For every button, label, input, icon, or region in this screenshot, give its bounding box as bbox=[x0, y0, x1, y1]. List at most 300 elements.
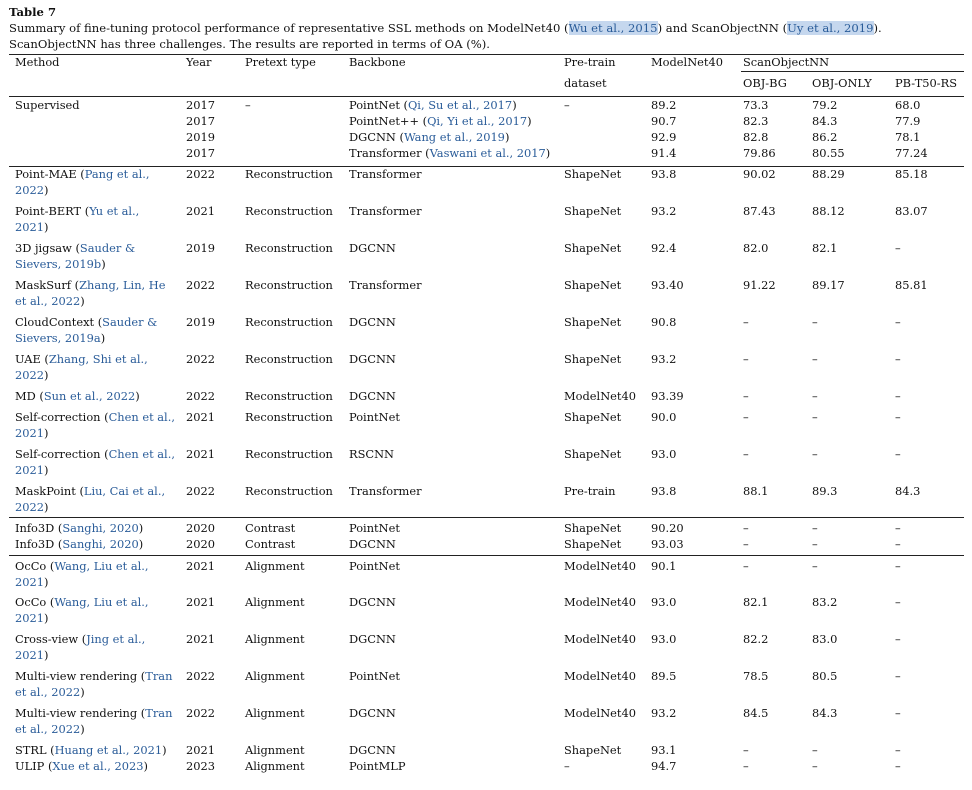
cell-backbone bbox=[349, 537, 396, 553]
cell-modelnet: 92.4 bbox=[651, 241, 677, 255]
cell-objbg: 84.5 bbox=[743, 706, 769, 720]
text-fragment: ) bbox=[80, 293, 85, 308]
text-fragment: Transformer bbox=[349, 278, 422, 292]
cell-objonly: – bbox=[812, 743, 818, 757]
cell-pretext: Reconstruction bbox=[245, 241, 333, 255]
text-fragment: ) bbox=[101, 256, 106, 271]
text-fragment: ) bbox=[138, 521, 144, 535]
cell-year: 2019 bbox=[186, 315, 215, 329]
citation-link[interactable]: Tran et al., 2022 bbox=[15, 706, 173, 736]
cell-pb: – bbox=[895, 521, 901, 535]
cell-method bbox=[15, 537, 175, 553]
cell-year: 2020 bbox=[186, 521, 215, 535]
cell-pretext: Alignment bbox=[245, 759, 305, 773]
cell-objonly: 84.3 bbox=[812, 706, 838, 720]
cell-pb: – bbox=[895, 447, 901, 461]
citation-link[interactable]: Huang et al., 2021 bbox=[54, 743, 163, 757]
cell-year: 2021 bbox=[186, 447, 215, 461]
cell-year: 2019 bbox=[186, 130, 215, 144]
cell-dataset: ModelNet40 bbox=[564, 389, 636, 403]
citation-link[interactable]: Uy et al., 2019 bbox=[787, 21, 874, 35]
cell-backbone bbox=[349, 278, 422, 294]
citation-link[interactable]: Jing et al., 2021 bbox=[15, 632, 146, 662]
col-header-scanobjectnn: ScanObjectNN bbox=[743, 55, 830, 69]
cell-pretext: Alignment bbox=[245, 595, 305, 609]
text-fragment: PointNet bbox=[349, 559, 400, 573]
text-fragment: ) bbox=[138, 537, 144, 551]
cell-backbone bbox=[349, 130, 509, 146]
text-fragment: Summary of fine-tuning protocol performance of representative SSL methods on ModelNet40 ( bbox=[9, 21, 569, 35]
cell-modelnet: 91.4 bbox=[651, 146, 677, 160]
cell-modelnet: 94.7 bbox=[651, 759, 677, 773]
cell-dataset: ShapeNet bbox=[564, 447, 622, 461]
cell-pb: – bbox=[895, 743, 901, 757]
col-header-method: Method bbox=[15, 55, 60, 69]
text-fragment: Transformer bbox=[349, 167, 422, 181]
cell-modelnet: 93.0 bbox=[651, 447, 677, 461]
cell-modelnet: 93.40 bbox=[651, 278, 684, 292]
cell-modelnet: 93.03 bbox=[651, 537, 684, 551]
cell-method bbox=[15, 98, 175, 114]
cell-backbone bbox=[349, 559, 400, 575]
cell-backbone bbox=[349, 595, 396, 611]
col-header-obj-bg: OBJ-BG bbox=[743, 76, 787, 90]
cell-pretext: Reconstruction bbox=[245, 315, 333, 329]
text-fragment: UAE ( bbox=[15, 352, 49, 366]
cell-method bbox=[15, 352, 175, 383]
cell-objbg: 91.22 bbox=[743, 278, 776, 292]
citation-link[interactable]: Vaswani et al., 2017 bbox=[429, 146, 546, 160]
text-fragment: ) bbox=[44, 425, 49, 440]
cell-method bbox=[15, 759, 175, 775]
cell-method bbox=[15, 595, 175, 626]
text-fragment: DGCNN bbox=[349, 595, 396, 609]
text-fragment: OcCo ( bbox=[15, 559, 55, 573]
cell-objonly: 80.55 bbox=[812, 146, 845, 160]
cell-objbg: 73.3 bbox=[743, 98, 769, 112]
text-fragment: ) bbox=[100, 330, 106, 345]
text-fragment: DGCNN bbox=[349, 743, 396, 757]
table-caption bbox=[9, 4, 964, 52]
cell-pretext: Alignment bbox=[245, 632, 305, 646]
text-fragment: DGCNN bbox=[349, 389, 396, 403]
cell-objbg: – bbox=[743, 352, 749, 366]
text-fragment: DGCNN bbox=[349, 537, 396, 551]
text-fragment: ) bbox=[545, 146, 551, 160]
cell-backbone bbox=[349, 98, 517, 114]
cell-backbone bbox=[349, 204, 422, 220]
text-fragment: Info3D ( bbox=[15, 521, 63, 535]
citation-link[interactable]: Zhang, Shi et al., 2022 bbox=[15, 352, 148, 382]
text-fragment: ) bbox=[44, 499, 49, 514]
cell-backbone bbox=[349, 484, 422, 500]
citation-link[interactable]: Wang et al., 2019 bbox=[403, 130, 505, 144]
cell-modelnet: 93.2 bbox=[651, 204, 677, 218]
cell-modelnet: 93.1 bbox=[651, 743, 677, 757]
cell-method bbox=[15, 632, 175, 663]
cell-objonly: – bbox=[812, 759, 818, 773]
cell-pretext: – bbox=[245, 98, 251, 112]
cell-year: 2022 bbox=[186, 669, 215, 683]
cell-pb: – bbox=[895, 410, 901, 424]
cell-dataset: ShapeNet bbox=[564, 167, 622, 181]
cell-dataset: ShapeNet bbox=[564, 204, 622, 218]
citation-link[interactable]: Chen et al., 2021 bbox=[15, 410, 175, 440]
cell-objbg: – bbox=[743, 521, 749, 535]
cell-year: 2023 bbox=[186, 759, 215, 773]
cell-pb: – bbox=[895, 315, 901, 329]
cell-dataset: ShapeNet bbox=[564, 315, 622, 329]
cell-method bbox=[15, 521, 175, 537]
cell-objbg: 79.86 bbox=[743, 146, 776, 160]
cell-method bbox=[15, 484, 175, 515]
citation-link[interactable]: Yu et al., 2021 bbox=[15, 204, 140, 234]
cell-year: 2021 bbox=[186, 743, 215, 757]
cell-pb: – bbox=[895, 669, 901, 683]
cell-pretext: Reconstruction bbox=[245, 389, 333, 403]
cell-backbone bbox=[349, 315, 396, 331]
text-fragment: Transformer ( bbox=[349, 146, 430, 160]
text-fragment: ) bbox=[504, 130, 510, 144]
citation-link[interactable]: Liu, Cai et al., 2022 bbox=[15, 484, 166, 514]
text-fragment: Self-correction ( bbox=[15, 410, 109, 424]
text-fragment: PointNet bbox=[349, 521, 400, 535]
cell-objonly: – bbox=[812, 559, 818, 573]
text-fragment: ) and ScanObjectNN ( bbox=[657, 21, 788, 35]
cell-objonly: – bbox=[812, 447, 818, 461]
cell-dataset: ModelNet40 bbox=[564, 706, 636, 720]
cell-objonly: – bbox=[812, 389, 818, 403]
citation-link[interactable]: Qi, Yi et al., 2017 bbox=[427, 114, 528, 128]
cell-dataset: ModelNet40 bbox=[564, 632, 636, 646]
text-fragment: DGCNN bbox=[349, 241, 396, 255]
cell-objbg: 82.3 bbox=[743, 114, 769, 128]
text-fragment: ) bbox=[44, 367, 49, 382]
cell-pretext: Reconstruction bbox=[245, 167, 333, 181]
citation-link[interactable]: Wu et al., 2015 bbox=[568, 21, 658, 35]
cell-objonly: 82.1 bbox=[812, 241, 838, 255]
cell-objonly: 88.12 bbox=[812, 204, 845, 218]
cell-pb: – bbox=[895, 706, 901, 720]
cell-year: 2017 bbox=[186, 98, 215, 112]
text-fragment: DGCNN bbox=[349, 632, 396, 646]
scanobjectnn-rule bbox=[741, 71, 964, 72]
cell-objbg: 90.02 bbox=[743, 167, 776, 181]
cell-pb: 68.0 bbox=[895, 98, 921, 112]
citation-link[interactable]: Pang et al., 2022 bbox=[15, 167, 150, 197]
cell-dataset: ShapeNet bbox=[564, 521, 622, 535]
text-fragment: Point-MAE ( bbox=[15, 167, 85, 181]
cell-modelnet: 89.5 bbox=[651, 669, 677, 683]
cell-modelnet: 93.39 bbox=[651, 389, 684, 403]
text-fragment: Transformer bbox=[349, 204, 422, 218]
text-fragment: ) bbox=[44, 610, 49, 625]
cell-objbg: – bbox=[743, 559, 749, 573]
cell-method bbox=[15, 167, 175, 198]
cell-backbone bbox=[349, 669, 400, 685]
cell-modelnet: 93.0 bbox=[651, 595, 677, 609]
col-header-obj-only: OBJ-ONLY bbox=[812, 76, 872, 90]
cell-modelnet: 90.0 bbox=[651, 410, 677, 424]
text-fragment: ) bbox=[512, 98, 517, 112]
cell-year: 2021 bbox=[186, 559, 215, 573]
cell-backbone bbox=[349, 632, 396, 648]
cell-backbone bbox=[349, 241, 396, 257]
text-fragment: MD ( bbox=[15, 389, 44, 403]
cell-dataset: ShapeNet bbox=[564, 278, 622, 292]
cell-pb: 85.81 bbox=[895, 278, 928, 292]
text-fragment: ) bbox=[44, 182, 49, 197]
text-fragment: Transformer bbox=[349, 484, 422, 498]
cell-pb: 85.18 bbox=[895, 167, 928, 181]
cell-backbone bbox=[349, 167, 422, 183]
text-fragment: ) bbox=[44, 574, 49, 589]
cell-dataset: ShapeNet bbox=[564, 410, 622, 424]
cell-objonly: 83.0 bbox=[812, 632, 838, 646]
cell-pretext: Alignment bbox=[245, 706, 305, 720]
text-fragment: Multi-view rendering ( bbox=[15, 669, 146, 683]
text-fragment: PointMLP bbox=[349, 759, 406, 773]
cell-modelnet: 93.2 bbox=[651, 352, 677, 366]
cell-pretext: Reconstruction bbox=[245, 204, 333, 218]
cell-objonly: – bbox=[812, 521, 818, 535]
cell-year: 2021 bbox=[186, 632, 215, 646]
cell-pb: – bbox=[895, 352, 901, 366]
cell-objbg: – bbox=[743, 537, 749, 551]
cell-backbone bbox=[349, 759, 406, 775]
cell-method bbox=[15, 447, 175, 478]
cell-pretext: Reconstruction bbox=[245, 352, 333, 366]
col-header-year: Year bbox=[186, 55, 212, 69]
cell-backbone bbox=[349, 114, 532, 130]
text-fragment: Info3D ( bbox=[15, 537, 63, 551]
cell-modelnet: 93.8 bbox=[651, 484, 677, 498]
text-fragment: MaskPoint ( bbox=[15, 484, 84, 498]
text-fragment: ) bbox=[80, 684, 85, 699]
cell-objbg: 82.2 bbox=[743, 632, 769, 646]
cell-year: 2017 bbox=[186, 114, 215, 128]
citation-link[interactable]: Sun et al., 2022 bbox=[43, 389, 136, 403]
cell-objonly: 89.3 bbox=[812, 484, 838, 498]
text-fragment: OcCo ( bbox=[15, 595, 55, 609]
cell-objbg: – bbox=[743, 410, 749, 424]
cell-method bbox=[15, 315, 175, 346]
cell-modelnet: 93.8 bbox=[651, 167, 677, 181]
text-fragment: RSCNN bbox=[349, 447, 395, 461]
col-header-pretrain: Pre-train bbox=[564, 55, 616, 69]
cell-year: 2020 bbox=[186, 537, 215, 551]
cell-dataset: – bbox=[564, 759, 570, 773]
cell-pb: 77.9 bbox=[895, 114, 921, 128]
cell-backbone bbox=[349, 389, 396, 405]
cell-pb: – bbox=[895, 241, 901, 255]
cell-objbg: 82.1 bbox=[743, 595, 769, 609]
citation-link[interactable]: Sanghi, 2020 bbox=[62, 521, 139, 535]
cell-objonly: 84.3 bbox=[812, 114, 838, 128]
text-fragment: DGCNN ( bbox=[349, 130, 404, 144]
cell-pb: – bbox=[895, 632, 901, 646]
cell-year: 2022 bbox=[186, 278, 215, 292]
cell-pretext: Alignment bbox=[245, 559, 305, 573]
cell-objbg: – bbox=[743, 389, 749, 403]
cell-year: 2021 bbox=[186, 410, 215, 424]
text-fragment: ) bbox=[162, 743, 167, 757]
cell-objonly: 88.29 bbox=[812, 167, 845, 181]
citation-link[interactable]: Sauder & Sievers, 2019b bbox=[15, 241, 136, 271]
text-fragment: ULIP ( bbox=[15, 759, 53, 773]
cell-year: 2022 bbox=[186, 389, 215, 403]
col-header-modelnet40: ModelNet40 bbox=[651, 55, 723, 69]
cell-dataset: ShapeNet bbox=[564, 537, 622, 551]
text-fragment: DGCNN bbox=[349, 352, 396, 366]
citation-link[interactable]: Chen et al., 2021 bbox=[15, 447, 175, 477]
cell-objbg: 82.8 bbox=[743, 130, 769, 144]
cell-pb: – bbox=[895, 595, 901, 609]
cell-pb: 84.3 bbox=[895, 484, 921, 498]
cell-year: 2022 bbox=[186, 167, 215, 181]
header-rule bbox=[9, 96, 964, 97]
cell-modelnet: 90.7 bbox=[651, 114, 677, 128]
cell-modelnet: 89.2 bbox=[651, 98, 677, 112]
text-fragment: ) bbox=[44, 462, 49, 477]
cell-objbg: 78.5 bbox=[743, 669, 769, 683]
cell-method bbox=[15, 278, 175, 309]
cell-pretext: Contrast bbox=[245, 521, 296, 535]
cell-method bbox=[15, 743, 175, 759]
cell-modelnet: 93.2 bbox=[651, 706, 677, 720]
text-fragment: ) bbox=[143, 759, 148, 773]
cell-modelnet: 93.0 bbox=[651, 632, 677, 646]
text-fragment: PointNet bbox=[349, 410, 400, 424]
citation-link[interactable]: Sauder & Sievers, 2019a bbox=[15, 315, 158, 345]
table-label: Table 7 bbox=[9, 5, 57, 19]
text-fragment: DGCNN bbox=[349, 706, 396, 720]
cell-year: 2019 bbox=[186, 241, 215, 255]
citation-link[interactable]: Tran et al., 2022 bbox=[15, 669, 173, 699]
cell-pretext: Reconstruction bbox=[245, 447, 333, 461]
cell-method bbox=[15, 241, 175, 272]
cell-pretext: Reconstruction bbox=[245, 484, 333, 498]
cell-pb: 78.1 bbox=[895, 130, 921, 144]
text-fragment: PointNet ( bbox=[349, 98, 408, 112]
cell-dataset: Pre-train bbox=[564, 484, 616, 498]
cell-dataset: ModelNet40 bbox=[564, 559, 636, 573]
cell-objbg: 87.43 bbox=[743, 204, 776, 218]
cell-objbg: – bbox=[743, 743, 749, 757]
cell-modelnet: 90.8 bbox=[651, 315, 677, 329]
cell-pb: – bbox=[895, 559, 901, 573]
cell-backbone bbox=[349, 410, 400, 426]
cell-dataset: ModelNet40 bbox=[564, 669, 636, 683]
cell-backbone bbox=[349, 706, 396, 722]
cell-method bbox=[15, 410, 175, 441]
citation-link[interactable]: Xue et al., 2023 bbox=[52, 759, 144, 773]
cell-objbg: 82.0 bbox=[743, 241, 769, 255]
cell-backbone bbox=[349, 352, 396, 368]
citation-link[interactable]: Sanghi, 2020 bbox=[62, 537, 139, 551]
cell-pb: 77.24 bbox=[895, 146, 928, 160]
text-fragment: STRL ( bbox=[15, 743, 55, 757]
cell-year: 2022 bbox=[186, 484, 215, 498]
text-fragment: Self-correction ( bbox=[15, 447, 109, 461]
text-fragment: ) bbox=[80, 721, 85, 736]
col-header-pretext: Pretext type bbox=[245, 55, 316, 69]
text-fragment: ) bbox=[44, 647, 49, 662]
cell-objbg: 88.1 bbox=[743, 484, 769, 498]
cell-backbone bbox=[349, 146, 550, 162]
cell-dataset: ShapeNet bbox=[564, 352, 622, 366]
cell-pretext: Contrast bbox=[245, 537, 296, 551]
text-fragment: CloudContext ( bbox=[15, 315, 103, 329]
text-fragment: PointNet bbox=[349, 669, 400, 683]
cell-method bbox=[15, 669, 175, 700]
cell-objonly: – bbox=[812, 410, 818, 424]
text-fragment: MaskSurf ( bbox=[15, 278, 80, 292]
citation-link[interactable]: Qi, Su et al., 2017 bbox=[407, 98, 513, 112]
cell-pretext: Reconstruction bbox=[245, 278, 333, 292]
cell-objonly: 83.2 bbox=[812, 595, 838, 609]
cell-objonly: – bbox=[812, 315, 818, 329]
cell-year: 2017 bbox=[186, 146, 215, 160]
col-header-pb-t50-rs: PB-T50-RS bbox=[895, 76, 958, 90]
cell-dataset: ShapeNet bbox=[564, 743, 622, 757]
citation-link[interactable]: Wang, Liu et al., 2021 bbox=[15, 595, 149, 625]
cell-modelnet: 90.1 bbox=[651, 559, 677, 573]
cell-objonly: – bbox=[812, 352, 818, 366]
cell-pb: – bbox=[895, 389, 901, 403]
cell-pretext: Reconstruction bbox=[245, 410, 333, 424]
cell-pb: – bbox=[895, 759, 901, 773]
cell-backbone bbox=[349, 521, 400, 537]
cell-objbg: – bbox=[743, 447, 749, 461]
cell-method bbox=[15, 559, 175, 590]
text-fragment: PointNet++ ( bbox=[349, 114, 428, 128]
cell-objonly: 86.2 bbox=[812, 130, 838, 144]
cell-method bbox=[15, 389, 175, 405]
cell-year: 2022 bbox=[186, 706, 215, 720]
cell-objonly: 80.5 bbox=[812, 669, 838, 683]
col-header-dataset: dataset bbox=[564, 76, 607, 90]
col-header-backbone: Backbone bbox=[349, 55, 406, 69]
cell-dataset: – bbox=[564, 98, 570, 112]
citation-link[interactable]: Wang, Liu et al., 2021 bbox=[15, 559, 149, 589]
cell-pretext: Alignment bbox=[245, 743, 305, 757]
text-fragment: Supervised bbox=[15, 98, 80, 112]
cell-year: 2021 bbox=[186, 595, 215, 609]
text-fragment: Multi-view rendering ( bbox=[15, 706, 146, 720]
cell-modelnet: 92.9 bbox=[651, 130, 677, 144]
cell-objonly: – bbox=[812, 537, 818, 551]
cell-modelnet: 90.20 bbox=[651, 521, 684, 535]
text-fragment: ). ScanObjectNN has three challenges. The results are reported in terms of OA (%). bbox=[9, 21, 882, 51]
cell-year: 2021 bbox=[186, 204, 215, 218]
cell-pretext: Alignment bbox=[245, 669, 305, 683]
caption-text bbox=[9, 21, 882, 51]
cell-objonly: 79.2 bbox=[812, 98, 838, 112]
cell-year: 2022 bbox=[186, 352, 215, 366]
cell-objbg: – bbox=[743, 315, 749, 329]
text-fragment: ) bbox=[135, 389, 140, 403]
cell-backbone bbox=[349, 743, 396, 759]
citation-link[interactable]: Zhang, Lin, He et al., 2022 bbox=[15, 278, 166, 308]
cell-objbg: – bbox=[743, 759, 749, 773]
cell-method bbox=[15, 204, 175, 235]
text-fragment: Cross-view ( bbox=[15, 632, 87, 646]
text-fragment: DGCNN bbox=[349, 315, 396, 329]
cell-pb: – bbox=[895, 537, 901, 551]
cell-objonly: 89.17 bbox=[812, 278, 845, 292]
cell-backbone bbox=[349, 447, 394, 463]
